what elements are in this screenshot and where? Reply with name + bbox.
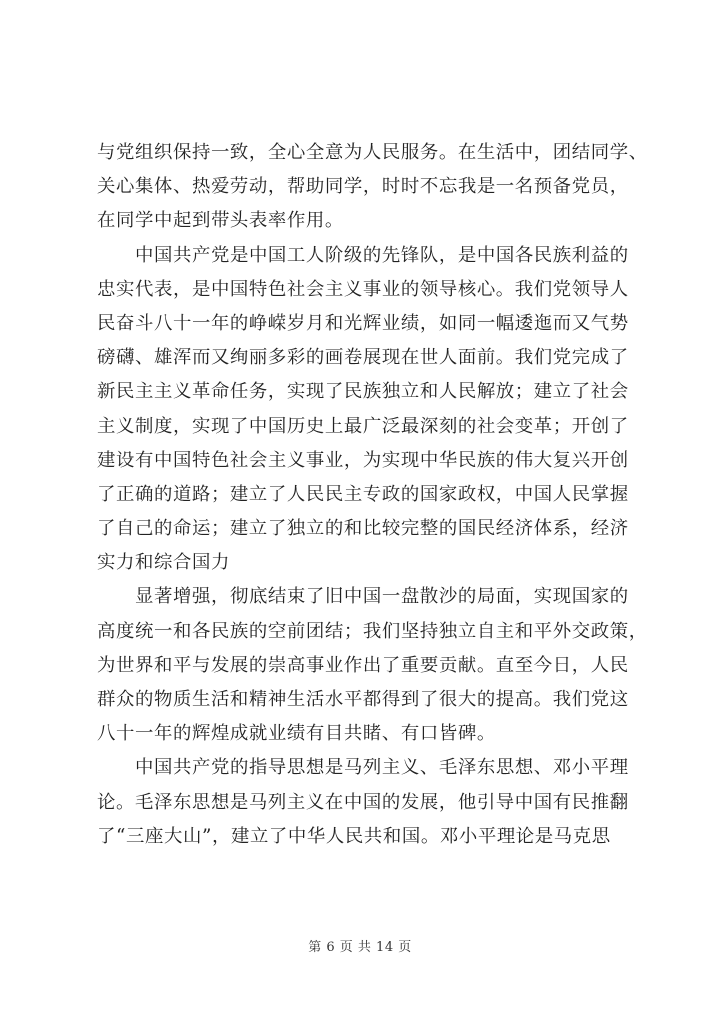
text-line: 群众的物质生活和精神生活水平都得到了很大的提高。我们党这 — [97, 689, 629, 710]
paragraph-start-line: 显著增强，彻底结束了旧中国一盘散沙的局面，实现国家的 — [135, 586, 629, 608]
text-line: 磅礴、雄浑而又绚丽多彩的画卷展现在世人面前。我们党完成了 — [97, 347, 629, 369]
paragraph-start-line: 中国共产党的指导思想是马列主义、毛泽东思想、邓小平理 — [135, 757, 629, 779]
text-line: 八十一年的辉煌成就业绩有目共睹、有口皆碑。 — [97, 723, 496, 745]
text-line: 为世界和平与发展的崇高事业作出了重要贡献。直至今日，人民 — [97, 654, 629, 676]
text-line: 实力和综合国力 — [97, 552, 230, 574]
text-line: 民奋斗八十一年的峥嵘岁月和光辉业绩，如同一幅逶迤而又气势 — [97, 312, 629, 334]
text-line: 了“三座大山”，建立了中华人民共和国。邓小平理论是马克思 — [97, 825, 611, 847]
text-line: 论。毛泽东思想是马列主义在中国的发展，他引导中国有民推翻 — [97, 791, 629, 813]
text-line: 建设有中国特色社会主义事业，为实现中华民族的伟大复兴开创 — [97, 449, 629, 471]
text-line: 了正确的道路；建立了人民民主专政的国家政权，中国人民掌握 — [97, 483, 629, 505]
text-line: 了自己的命运；建立了独立的和比较完整的国民经济体系，经济 — [97, 518, 629, 540]
text-line: 与党组织保持一致，全心全意为人民服务。在生活中，团结同学、 — [97, 142, 648, 163]
text-line: 主义制度，实现了中国历史上最广泛最深刻的社会变革；开创了 — [97, 415, 629, 437]
text-line: 新民主主义革命任务，实现了民族独立和人民解放；建立了社会 — [97, 381, 629, 403]
text-line: 高度统一和各民族的空前团结；我们坚持独立自主和平外交政策， — [97, 620, 648, 642]
text-line: 在同学中起到带头表率作用。 — [97, 210, 344, 232]
paragraph-start-line: 中国共产党是中国工人阶级的先锋队，是中国各民族利益的 — [135, 244, 629, 266]
page-footer — [0, 936, 720, 955]
text-line: 忠实代表，是中国特色社会主义事业的领导核心。我们党领导人 — [97, 278, 629, 300]
page-number-label: 第 6 页 共 14 页 — [308, 940, 412, 955]
text-line: 关心集体、热爱劳动，帮助同学，时时不忘我是一名预备党员， — [97, 176, 629, 198]
document-body — [97, 136, 648, 854]
